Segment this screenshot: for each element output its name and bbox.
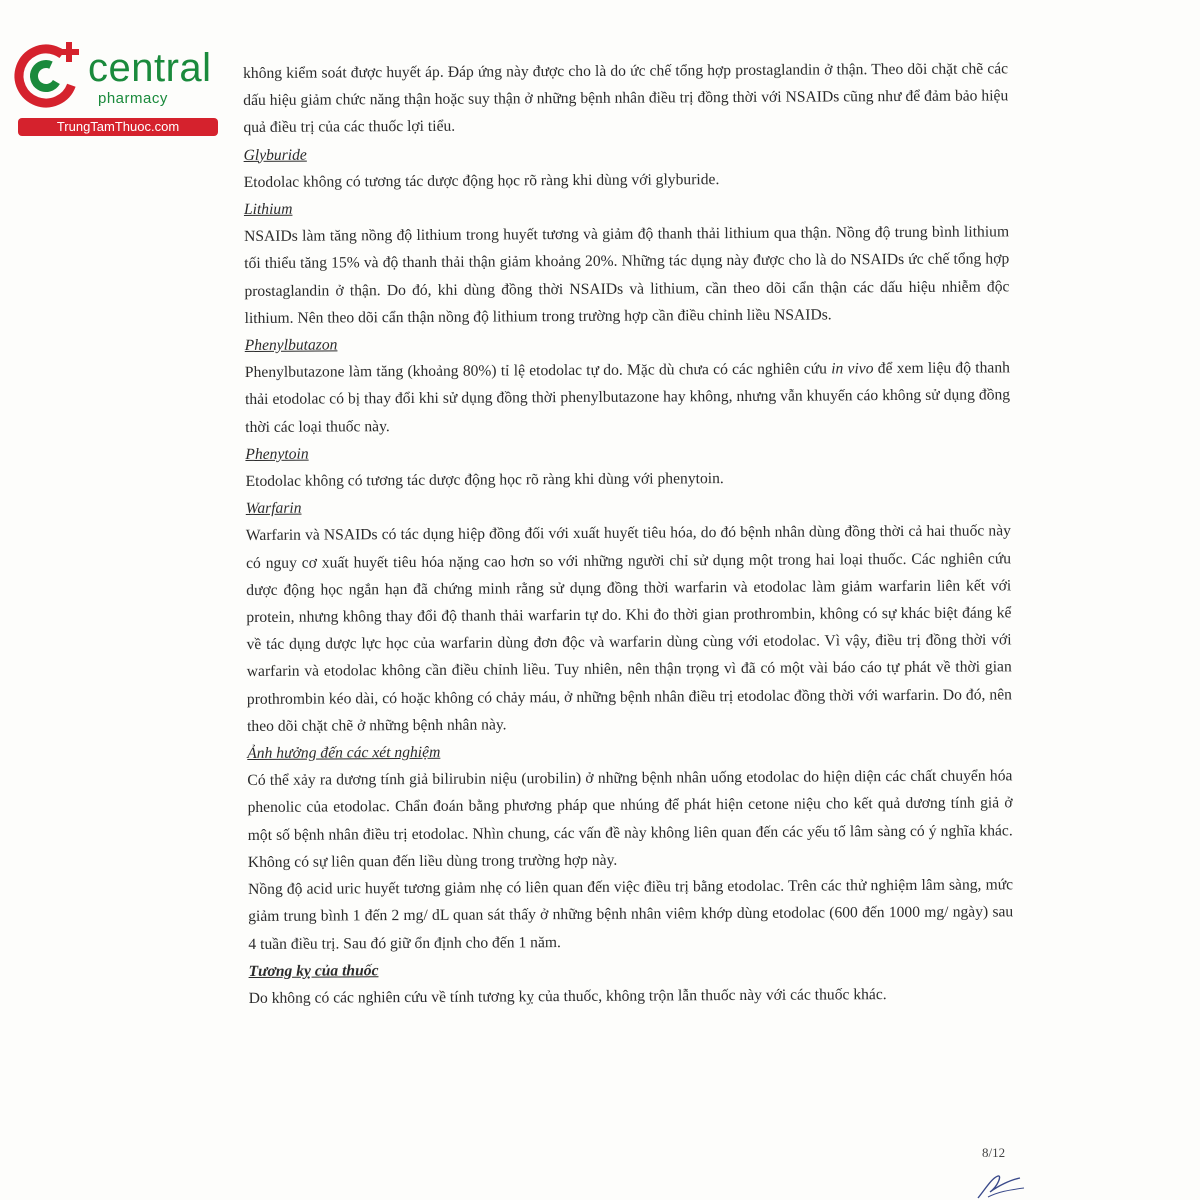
logo-tagline: pharmacy [98,90,168,107]
section-heading: Tương kỵ của thuốc [248,961,379,980]
signature-mark [968,1170,1028,1200]
body-paragraph: NSAIDs làm tăng nồng độ lithium trong huyết tương và giảm độ thanh thải lithium qua thận. Nồng độ trung bình lithium tối thiểu tăng 15% và độ thanh thải thận giảm khoảng 20%. Những tác dụng này được cho là do NSAIDs ức chế tổng hợp prostaglandin ở thận. Do đó, khi dùng đồng thời NSAIDs và lithium, cần theo dõi cẩn thận các dấu hiệu nhiễm độc lithium. Nên theo dõi cẩn thận nồng độ lithium trong trường hợp cần điều chỉnh liều NSAIDs. [244,223,1010,327]
body-paragraph: Etodolac không có tương tác dược động học rõ ràng khi dùng với glyburide. [243,170,720,191]
section-heading: Phenytoin [245,445,309,463]
section-heading: Warfarin [245,499,302,518]
section-heading: Ảnh hưởng đến các xét nghiệm [247,743,441,763]
document-body [243,55,1014,1012]
body-paragraph: không kiểm soát được huyết áp. Đáp ứng này được cho là do ức chế tổng hợp prostaglandin ở thận. Theo dõi chặt chẽ các dấu hiệu giảm chức năng thận hoặc suy thận ở những bệnh nhân điều trị đồng thời với NSAIDs cũng như để đảm bảo hiệu quả điều trị của các thuốc lợi tiểu. [243,60,1009,137]
logo-brand-name: central [88,46,212,90]
page-number: 8/12 [982,1145,1006,1160]
section-heading: Glyburide [243,146,307,164]
central-pharmacy-logo-icon [10,38,90,118]
central-pharmacy-logo [10,38,215,138]
body-paragraph: Phenylbutazone làm tăng (khoảng 80%) tỉ lệ etodolac tự do. Mặc dù chưa có các nghiên cứu in vivo để xem liệu độ thanh thải etodolac có bị thay đổi khi sử dụng đồng thời phenylbutazone hay không, nhưng vẫn khuyến cáo không sử dụng đồng thời các loại thuốc này. [244,359,1011,436]
section-heading: Phenylbutazon [244,336,338,355]
body-paragraph: Nồng độ acid uric huyết tương giảm nhẹ có liên quan đến việc điều trị bằng etodolac. Trên các thử nghiệm lâm sàng, mức giảm trung bình 1 đến 2 mg/ dL quan sát thấy ở những bệnh nhân viêm khớp dùng etodolac (600 đến 1000 mg/ ngày) sau 4 tuần điều trị. Sau đó giữ ổn định cho đến 1 năm. [248,876,1014,953]
body-paragraph: Có thể xảy ra dương tính giả bilirubin niệu (urobilin) ở những bệnh nhân uống etodolac do hiện diện các chất chuyển hóa phenolic của etodolac. Chẩn đoán bằng phương pháp que nhúng để phát hiện cetone niệu cho kết quả dương tính giả ở một số bệnh nhân điều trị etodolac. Nhìn chung, các vấn đề này không liên quan đến các yếu tố lâm sàng có ý nghĩa khác. Không có sự liên quan đến liều dùng trong trường hợp này. [247,767,1013,871]
body-paragraph: Warfarin và NSAIDs có tác dụng hiệp đồng đối với xuất huyết tiêu hóa, do đó bệnh nhân dùng đồng thời cả hai thuốc này có nguy cơ xuất huyết tiêu hóa nặng cao hơn so với những người chỉ sử dụng một trong hai loại thuốc. Các nghiên cứu dược động học ngắn hạn đã chứng minh rằng sử dụng đồng thời warfarin và etodolac làm giảm warfarin liên kết với protein, nhưng không thay đổi độ thanh thải warfarin tự do. Khi đo thời gian prothrombin, không có sự khác biệt đáng kể về tác dụng dược lực học của warfarin dùng đơn độc và warfarin dùng cùng với etodolac. Vì vậy, điều trị đồng thời với warfarin và etodolac không cần điều chỉnh liều. Tuy nhiên, nên thận trọng vì đã có một vài báo cáo tự phát về thời gian prothrombin kéo dài, có hoặc không có chảy máu, ở những bệnh nhân điều trị etodolac đồng thời với warfarin. Do đó, nên theo dõi chặt chẽ ở những bệnh nhân này. [245,522,1012,735]
logo-website: TrungTamThuoc.com [18,118,218,136]
body-paragraph: Etodolac không có tương tác dược động học rõ ràng khi dùng với phenytoin. [245,470,724,491]
body-paragraph: Do không có các nghiên cứu về tính tương kỵ của thuốc, không trộn lẫn thuốc này với các thuốc khác. [248,985,887,1007]
section-heading: Lithium [243,200,293,219]
